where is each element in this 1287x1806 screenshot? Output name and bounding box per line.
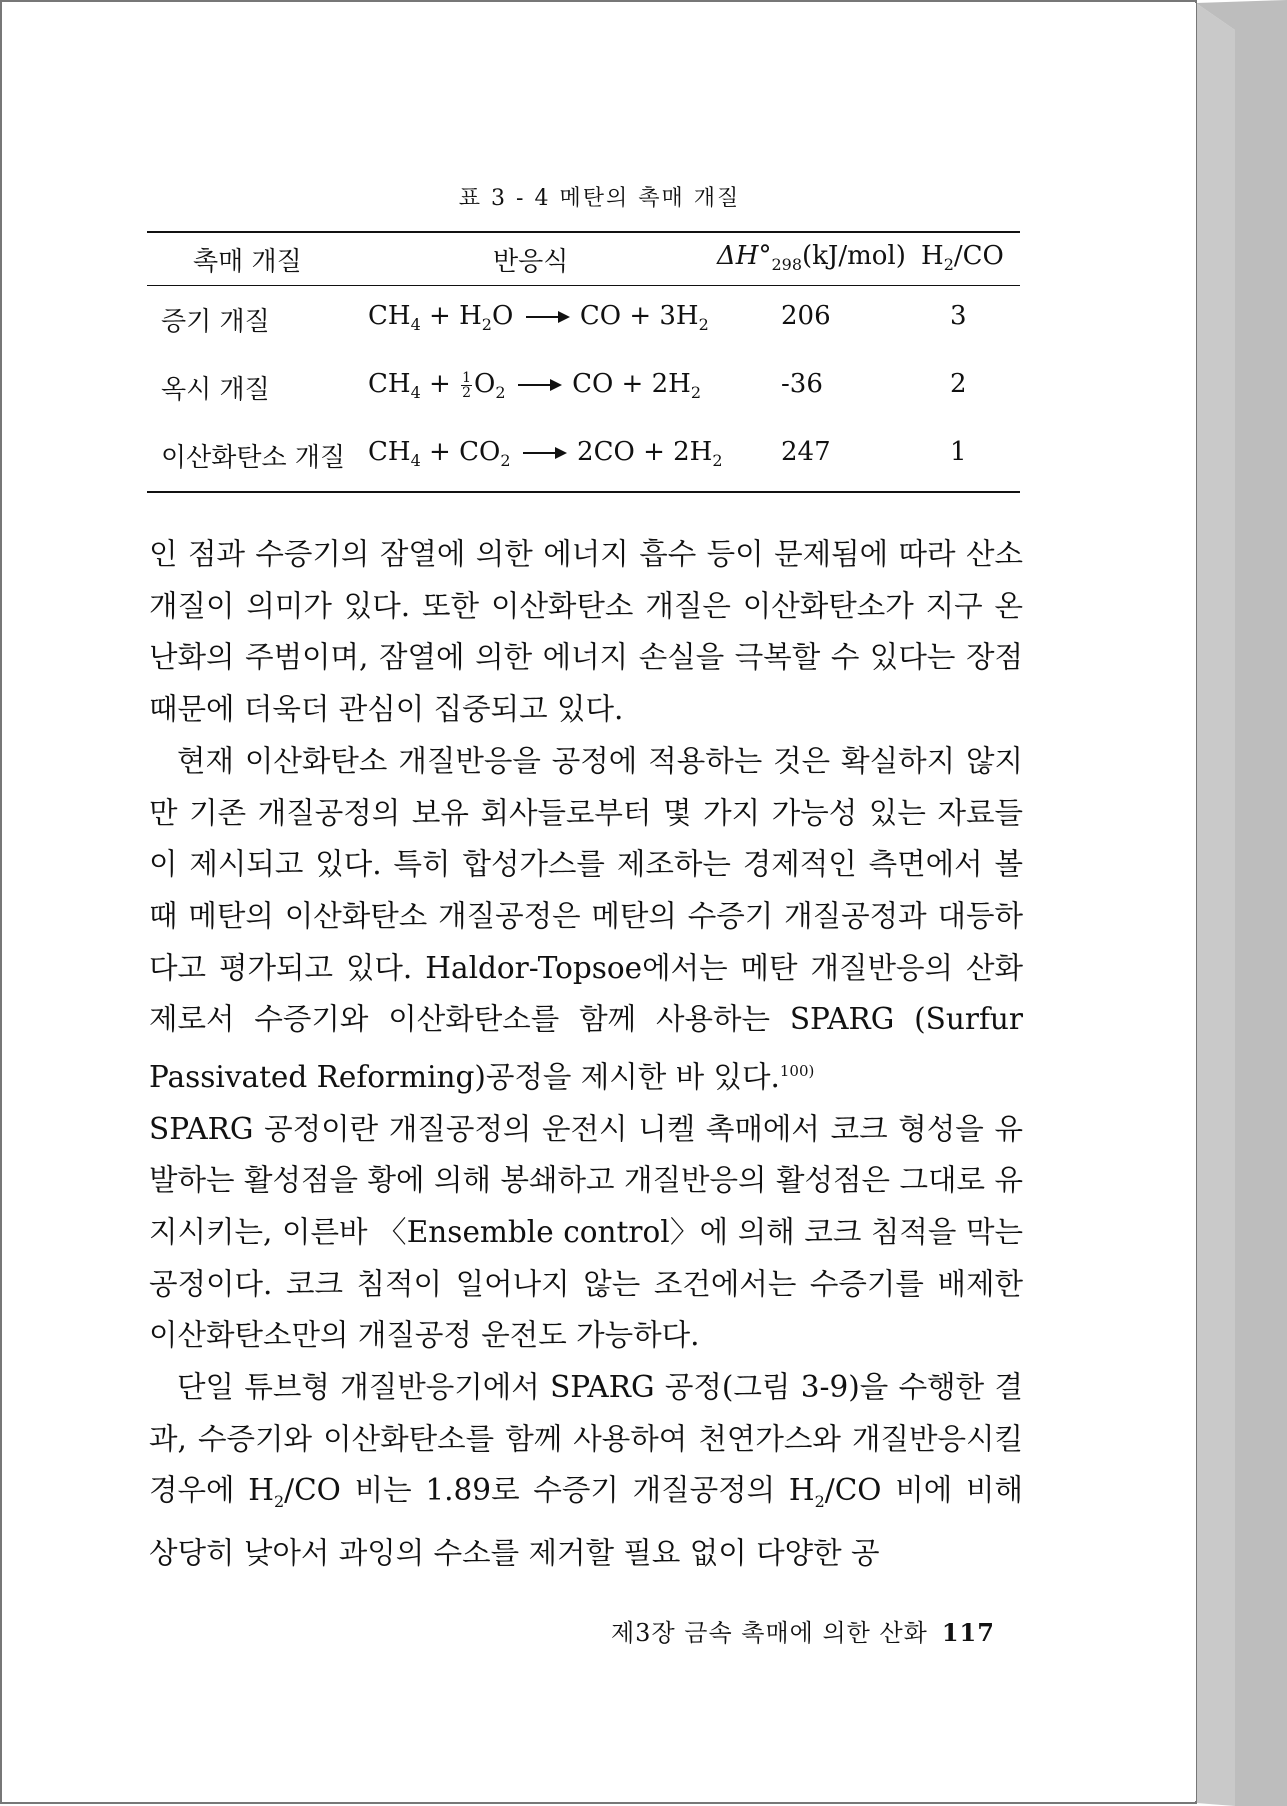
row-ratio: 1 xyxy=(950,437,967,467)
fraction: $\frac{1}{2}$ xyxy=(462,369,472,401)
page-number: 117 xyxy=(941,1618,995,1647)
table-rule-mid xyxy=(147,285,1020,286)
row-name: 옥시 개질 xyxy=(161,375,270,405)
body-text xyxy=(149,529,1023,1580)
reaction-arrow-icon xyxy=(526,316,568,318)
paragraph: SPARG 공정이란 개질공정의 운전시 니켈 촉매에서 코크 형성을 유발하는 활성점을 황에 의해 봉쇄하고 개질반응의 활성점은 그대로 유지시키는, 이른바 〈Ensemble control〉에 의해 코크 침적을 막는 공정이다. 코크 침적이 일어나지 않는 조건에서는 수증기를 배제한 이산화탄소만의 개질공정 운전도 가능하다. xyxy=(149,1111,1023,1353)
header-enthalpy: $\Delta H^\circ_{298}(kJ/mol)$ xyxy=(717,241,906,275)
row-equation: $CH_4$ + $\frac{1}{2}$ $O_2$ CO + $2H_2$ xyxy=(368,369,702,403)
header-name: 촉매 개질 xyxy=(193,247,302,277)
header-ratio: $H_2/CO$ xyxy=(921,241,1004,275)
row-enthalpy: 206 xyxy=(781,301,831,331)
row-ratio: 2 xyxy=(950,369,967,399)
row-name: 이산화탄소 개질 xyxy=(161,443,346,473)
row-enthalpy: 247 xyxy=(781,437,831,467)
paragraph: 인 점과 수증기의 잠열에 의한 에너지 흡수 등이 문제됨에 따라 산소 개질이 의미가 있다. 또한 이산화탄소 개질은 이산화탄소가 지구 온난화의 주범이며, 잠열에 의한 에너지 손실을 극복할 수 있다는 장점 때문에 더욱더 관심이 집중되고 있다. xyxy=(149,537,1023,727)
row-ratio: 3 xyxy=(950,301,967,331)
row-equation: $CH_4 + H_2O$ CO + $3H_2$ xyxy=(368,301,709,335)
table-rule-top xyxy=(147,231,1020,233)
paragraph: 현재 이산화탄소 개질반응을 공정에 적용하는 것은 확실하지 않지만 기존 개질공정의 보유 회사들로부터 몇 가지 가능성 있는 자료들이 제시되고 있다. 특히 합성가스를 제조하는 경제적인 측면에서 볼 때 메탄의 이산화탄소 개질공정은 메탄의 수증기 개질공정과 대등하다고 평가되고 있다. Haldor-Topsoe에서는 메탄 개질반응의 산화제로서 수증기와 이산화탄소를 함께 사용하는 SPARG (Surfur Passivated Reforming)공정을 제시한 바 있다.$^{100)}$ xyxy=(149,743,1023,1094)
reaction-arrow-icon xyxy=(518,384,560,386)
row-name: 증기 개질 xyxy=(161,307,270,337)
book-page xyxy=(3,3,1196,1801)
row-enthalpy: -36 xyxy=(781,369,823,399)
header-equation: 반응식 xyxy=(493,247,569,277)
reaction-arrow-icon xyxy=(523,452,565,454)
row-equation: $CH_4 + CO_2$ $2CO + 2H_2$ xyxy=(368,437,723,471)
footnote-ref: 100) xyxy=(779,1062,815,1081)
chapter-title: 제3장 금속 촉매에 의한 산화 xyxy=(611,1619,928,1647)
paragraph: 단일 튜브형 개질반응기에서 SPARG 공정(그림 3-9)을 수행한 결과, 수증기와 이산화탄소를 함께 사용하여 천연가스와 개질반응시킬 경우에 $H_2/CO$ 비는 1.89로 수증기 개질공정의 $H_2/CO$ 비에 비해 상당히 낮아서 과잉의 수소를 제거할 필요 없이 다양한 공 xyxy=(149,1370,1023,1571)
table-rule-bottom xyxy=(147,491,1020,493)
page-footer xyxy=(611,1613,995,1648)
table-caption: 표 3 - 4 메탄의 촉매 개질 xyxy=(458,186,741,211)
